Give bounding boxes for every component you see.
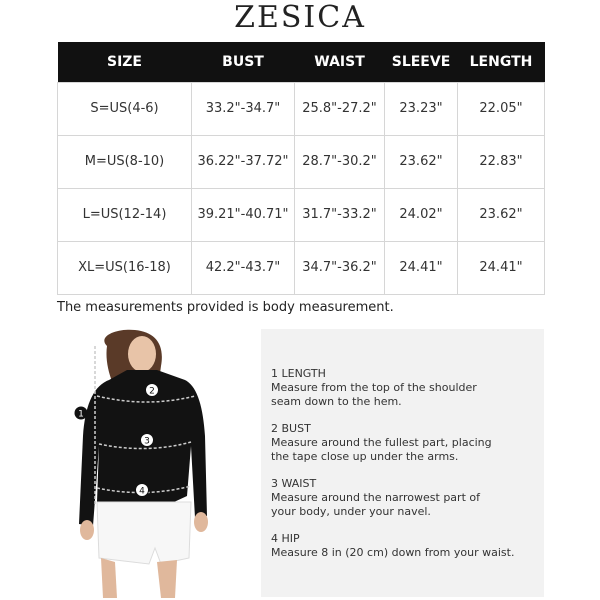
- instruction-desc-line: Measure 8 in (20 cm) down from your waist.: [271, 546, 515, 559]
- cell-length: 22.83": [458, 135, 545, 188]
- header-bust: BUST: [192, 42, 295, 82]
- instructions-panel: [261, 329, 544, 597]
- cell-waist: 25.8"-27.2": [295, 82, 385, 135]
- instruction-length: [271, 367, 539, 409]
- header-length: LENGTH: [458, 42, 545, 82]
- cell-length: 22.05": [458, 82, 545, 135]
- cell-bust: 42.2"-43.7": [192, 241, 295, 294]
- table-row: [58, 188, 545, 241]
- face-shape: [128, 336, 156, 372]
- cell-sleeve: 23.62": [385, 135, 458, 188]
- instruction-title: 2 BUST: [271, 422, 311, 435]
- header-sleeve: SLEEVE: [385, 42, 458, 82]
- marker-waist-label: 3: [144, 436, 150, 447]
- header-size: SIZE: [58, 42, 192, 82]
- cell-size: XL=US(16-18): [58, 241, 192, 294]
- cell-sleeve: 24.02": [385, 188, 458, 241]
- instruction-title: 4 HIP: [271, 532, 300, 545]
- cell-waist: 34.7"-36.2": [295, 241, 385, 294]
- skirt-garment: [97, 502, 191, 564]
- table-row: [58, 82, 545, 135]
- marker-bust: [146, 384, 159, 397]
- instruction-title: 1 LENGTH: [271, 367, 326, 380]
- instruction-desc-line: your body, under your navel.: [271, 505, 431, 518]
- marker-length: [75, 407, 88, 420]
- table-header-row: [58, 42, 545, 82]
- right-leg: [157, 560, 177, 598]
- cell-waist: 31.7"-33.2": [295, 188, 385, 241]
- table-row: [58, 241, 545, 294]
- marker-bust-label: 2: [149, 386, 155, 397]
- model-figure: [57, 326, 255, 598]
- cell-size: S=US(4-6): [58, 82, 192, 135]
- right-hand: [194, 512, 208, 532]
- cell-bust: 33.2"-34.7": [192, 82, 295, 135]
- size-chart-table: [57, 42, 545, 295]
- instruction-desc-line: Measure around the narrowest part of: [271, 491, 480, 504]
- instruction-hip: [271, 532, 539, 560]
- cell-size: M=US(8-10): [58, 135, 192, 188]
- left-leg: [101, 558, 117, 598]
- marker-hip: [136, 484, 149, 497]
- cell-length: 23.62": [458, 188, 545, 241]
- marker-hip-label: 4: [139, 486, 145, 497]
- cell-length: 24.41": [458, 241, 545, 294]
- instruction-waist: [271, 477, 539, 519]
- table-row: [58, 135, 545, 188]
- instruction-desc-line: the tape close up under the arms.: [271, 450, 459, 463]
- brand-logo: ZESICA: [234, 0, 366, 35]
- cell-sleeve: 24.41": [385, 241, 458, 294]
- instruction-desc-line: Measure around the fullest part, placing: [271, 436, 492, 449]
- measurement-note: The measurements provided is body measurement.: [57, 300, 394, 315]
- instruction-desc-line: Measure from the top of the shoulder: [271, 381, 477, 394]
- model-illustration: [57, 326, 255, 598]
- marker-length-label: 1: [78, 409, 84, 420]
- cell-bust: 39.21"-40.71": [192, 188, 295, 241]
- cell-sleeve: 23.23": [385, 82, 458, 135]
- instruction-bust: [271, 422, 539, 464]
- cell-waist: 28.7"-30.2": [295, 135, 385, 188]
- left-hand: [80, 520, 94, 540]
- header-waist: WAIST: [295, 42, 385, 82]
- cell-size: L=US(12-14): [58, 188, 192, 241]
- marker-waist: [141, 434, 154, 447]
- cell-bust: 36.22"-37.72": [192, 135, 295, 188]
- instruction-desc-line: seam down to the hem.: [271, 395, 402, 408]
- instruction-title: 3 WAIST: [271, 477, 317, 490]
